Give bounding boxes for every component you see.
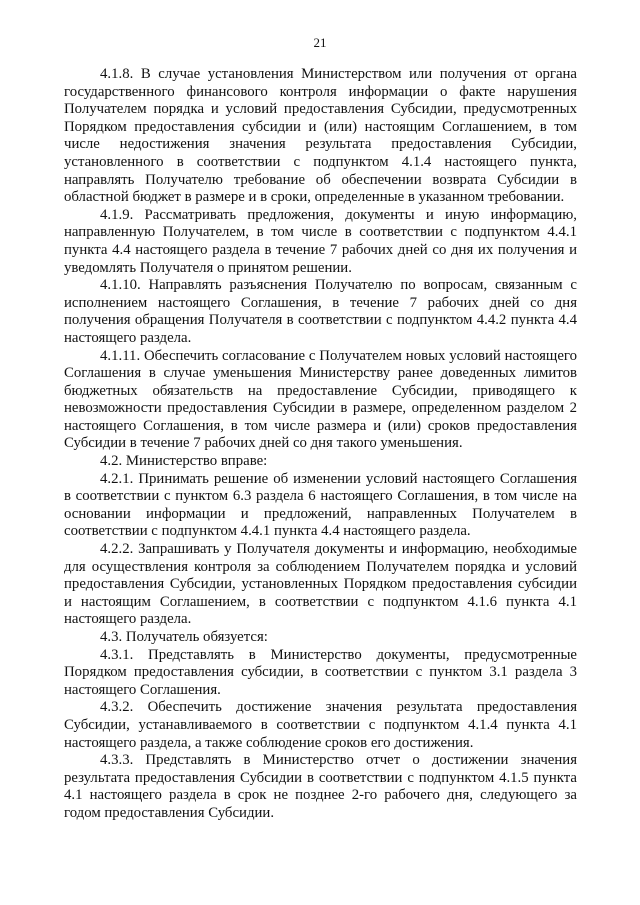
paragraph-4-3-heading: 4.3. Получатель обязуется: [100, 629, 268, 645]
paragraph-4-3-3: 4.3.3. Представлять в Министерство отчет о достижении значения результата предоставления Субсидии в соответствии с подпунктом 4.1.5 пункта 4.1 настоящего раздела в срок не позднее 2-го рабочего дня, следующего за годом предоставления Субсидии. [64, 752, 577, 821]
paragraph-4-3-1: 4.3.1. Представлять в Министерство документы, предусмотренные Порядком предоставления субсидии, в соответствии с пунктом 3.1 раздела 3 настоящего Соглашения. [64, 646, 577, 698]
paragraph-4-2-heading: 4.2. Министерство вправе: [100, 453, 268, 470]
page-number: 21 [313, 35, 327, 50]
document-body [64, 66, 577, 823]
paragraph-4-2-1: 4.2.1. Принимать решение об изменении условий настоящего Соглашения в соответствии с пунктом 6.3 раздела 6 настоящего Соглашения, в том числе на основании информации и предложений, направленных Получателем в соответствии с подпунктом 4.4.1 пункта 4.4 настоящего раздела. [64, 470, 577, 540]
paragraph-4-1-10: 4.1.10. Направлять разъяснения Получателю по вопросам, связанным с исполнением настоящего Соглашения, в течение 7 рабочих дней со дня получения обращения Получателя в соответствии с подпунктом 4.4.2 пункта 4.4 настоящего раздела. [64, 277, 577, 346]
paragraph-4-3-2: 4.3.2. Обеспечить достижение значения результата предоставления Субсидии, устанавливаемого в соответствии с подпунктом 4.1.4 пункта 4.1 настоящего раздела, а также соблюдение сроков его достижения. [64, 699, 577, 751]
paragraph-4-1-9: 4.1.9. Рассматривать предложения, документы и иную информацию, направленную Получателем, в том числе в соответствии с подпунктом 4.4.1 пункта 4.4 настоящего раздела в течение 7 рабочих дней со дня их получения и уведомлять Получателя о принятом решении. [64, 206, 577, 276]
paragraph-4-1-11: 4.1.11. Обеспечить согласование с Получателем новых условий настоящего Соглашения в случае уменьшения Министерству ранее доведенных лимитов бюджетных обязательств на предоставление Субсидии, приводящего к невозможности предоставления Субсидии в размере, определенном разделом 2 настоящего Соглашения, в том числе размера и (или) сроков предоставления Субсидии в течение 7 рабочих дней со дня такого уменьшения. [64, 347, 577, 452]
paragraph-4-2-2: 4.2.2. Запрашивать у Получателя документы и информацию, необходимые для осуществления контроля за соблюдением Получателем порядка и условий предоставления Субсидии, установленных Порядком предоставления субсидии и настоящим Соглашением, в соответствии с подпунктом 4.1.6 пункта 4.1 настоящего раздела. [64, 541, 577, 628]
paragraph-4-1-8: 4.1.8. В случае установления Министерством или получения от органа государственного финансового контроля информации о факте нарушения Получателем порядка и условий предоставления Субсидии, предусмотренных Порядком предоставления субсидии и (или) настоящим Соглашением, в том числе недостижения значения результата предоставления Субсидии, установленного в соответствии с подпунктом 4.1.4 настоящего пункта, направлять Получателю требование об обеспечении возврата Субсидии в областной бюджет в размере и в сроки, определенные в указанном требовании. [64, 66, 577, 206]
